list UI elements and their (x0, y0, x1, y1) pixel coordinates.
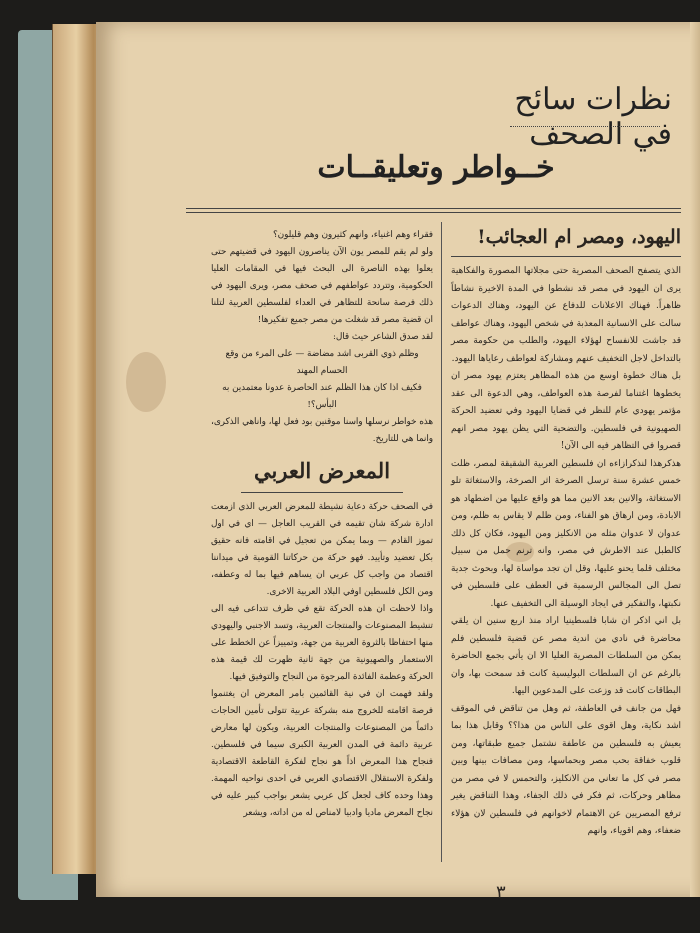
paragraph: ولو لم يقم للمصر يون الآن يناصرون اليهود في قضيتهم حتى يعلوا بهذه الناصرة الى البحث فيها في المقامات العليا الحكومية، وتتردد عواطفهم في صحف مصر، ويرى اليهود في ذلك فرصة سانحة للتظاهر في العداء لفلسطين العربية لتلنا ان قضية مصر قد شغلت من مصر جميع تفكيرها! (211, 247, 433, 325)
paragraph: واذا لاحظت ان هذه الحركة تقع في ظرف تتداعى فيه الى تنشيط المصنوعات والمنتجات العربية، وتسد الاجنبي واليهودي منها احتفاظا بالثروة العربية من جهة، وتمييزاً عن الخطط على الاستعمار والصهيونية من جهة ثانية ظهرت لك قيمة هذه الحركة وعظمة الفائدة المرجوة من النجاح والتوفيق فيها. (211, 604, 433, 682)
left-column (211, 227, 433, 822)
section-rule (186, 212, 681, 213)
page-number: ٣ (496, 882, 506, 903)
magazine-page (96, 22, 700, 903)
paragraph: بل اني اذكر ان شابا فلسطينيا اراد منذ اربع سنين ان يلقي محاضرة في نادي من اندية مصر عن قضية فلسطين فلم يمكن من السلطات المصرية العليا الا ان يأتي بجمع الحاضرة بالرغم عن ان السلطات البوليسية كانت قد سمحت بها، وان البطاقات كانت قد وزعت على المدعوين اليها. (451, 616, 681, 696)
article-heading: اليهود، ومصر ام العجائب! (451, 222, 681, 257)
paragraph: هذه خواطر نرسلها واسنا موقنين بود فعل لها، واناهي الذكرى، وانما هي للتاريخ. (211, 417, 433, 444)
paragraph: في الصحف حركة دعاية نشيطة للمعرض العربي الذي ازمعت ادارة شركة شان تقيمه في القريب العاجل — اي في اول تموز القادم — وبما يمكن من تعجيل في اقامته فانه حقيق بكل تعضيد وتأييد. فهو حركة من حركاتنا القومية في ميداننا اقتصاد من واجب كل عربي ان يساهم فيها بما له وعطفه، ومن الكل فلسطين اوفي البلاد العربية الاخرى. (211, 502, 433, 597)
section-rule (186, 208, 681, 209)
subheading-rule (241, 492, 403, 493)
section-title: خــواطر وتعليقــات (317, 150, 555, 185)
masthead-decoration (510, 126, 660, 130)
paragraph: هذكرهذا لنذكرازاءه ان فلسطين العربية الشقيقة لمصر، ظلت خمس عشرة سنة ترسل الصرخة اثر الصرخة، والاستغاثة تلو الاستغاثة، والانين بعد الانين مما هو واقع عليها من اضطهاد هو الابادة، ومن ارهاق هو الفناء، ومن ظلم لا يقاس به ظلم، ومن عدوان لا عدوان مثله من الانكليز ومن اليهود، فكان كل ذلك كالطبل عند الاطرش في مصر، وانه ترنم حمل من سبيل مختلف قلما يحنو عليها، وقل ان تجد مواساة لها، وبحوث جدية تصل الى المجالس الرسمية في العطف على فلسطين في نكبتها، والتفكير في ايجاد الوسيلة الى التخفيف عنها. (451, 458, 681, 609)
poem-verse: فكيف اذا كان هذا الظلم عند الحاصرة عدونا معتمدين به البأس؟! (222, 383, 422, 410)
paragraph: الذي يتصفح الصحف المصرية حتى مجلاتها المصورة والفكاهية يرى ان اليهود في مصر قد نشطوا في المدة الاخيرة نشاطاً ظاهراً. فهناك الاعلانات للدفاع عن اليهود، وهناك الدعوات سالت على الانسانية المعذبة في شخص اليهود، وهناك عواطف قد جاشت للانفساح لهؤلاء اليهود، والطلب من حكومة مصر بالتداخل لاجل التخفيف عنهم ومشاركة لعواطف رعاياها اليهود. (451, 266, 681, 364)
poem-verse: وظلم ذوي القربى اشد مضاضة — على المرء من وقع الحسام المهند (225, 349, 419, 376)
page-edge-shadow (690, 22, 700, 897)
paragraph: فهل من جانف في العاطفة، ثم وهل من تناقض في الموقف اشد نكاية، وهل اقوى على الناس من هذا؟؟ وقابل هذا بما يعيش به فلسطين من عاطفة نشتمل جميع طبقاتها، ومن قلوب خفاقة بحب مصر وبحماسها، ومن مصافات بينها وبين مصر في كل ما تعاني من الانكليز، والتحمس لا في مصر من مظاهر وحركات، ثم فكر في ذلك الجفاء، وهذا التناقض يغير ترفع المصريين عن الاهتمام لاخوانهم في فلسطين لان هؤلاء ضعفاء، وهم اقوياء، وانهم (451, 703, 681, 836)
subheading: المعرض العربي (253, 458, 391, 483)
paragraph: ولقد فهمت ان في نية القائمين بامر المعرض ان يغتنموا فرصة اقامته للخروج منه بشركة عربية تتولى تأمين الحاجات دائماً من المصنوعات والمنتجات العربية، ويكون لها معارض عربية دائمة في المدن العربية الكبرى سيما في فلسطين. فنجاح هذا المعرض اذاً هو نجاح لفكرة القاطعة الاقتصادية ولفكرة الاستقلال الاقتصادي العربي في احدى نواحيه المهمة. وهذا وحده كاف لجعل كل عربي يشعر بواجب كبير عليه في نجاح المعرض ماديا وادبيا لامناص له من اداته، ويشعر (211, 689, 433, 818)
paragraph: فقراء وهم اغنياء، وانهم كثيرون وهم قليلون؟ (273, 230, 433, 240)
right-column (451, 222, 681, 841)
paragraph: بل هناك خطوة اوسع من هذه المظاهر يعتزم يهود مصر ان يخطوها اغتناما لفرصة هذه العواطف، وهي الدعوة الى عقد مؤتمر يهودي عام للنظر في قضايا اليهود وفي تعضيد الحركة الصهيونية في فلسطين. والتضحية التي يظن يهود مصر انهم قصروا في التظاهر فيه الى الآن! (451, 371, 681, 451)
paper-stain (126, 352, 166, 412)
masthead-title: نظرات سائح في الصحف (514, 82, 672, 152)
masthead (492, 82, 672, 152)
verse-intro: لقد صدق الشاعر حيث قال: (332, 332, 433, 342)
column-divider (441, 222, 442, 862)
